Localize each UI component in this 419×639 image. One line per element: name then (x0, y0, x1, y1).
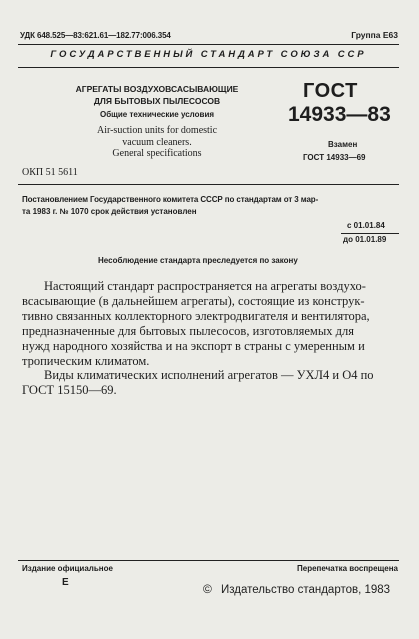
body-p1-line2: всасывающие (в дальнейшем агрегаты), состоящие из конструк- (22, 294, 365, 308)
standard-banner: ГОСУДАРСТВЕННЫЙ СТАНДАРТ СОЮЗА ССР (50, 49, 367, 60)
decree-line2: та 1983 г. № 1070 срок действия установлен (22, 207, 197, 216)
title-ru-line1: АГРЕГАТЫ ВОЗДУХОВСАСЫВАЮЩИЕ (75, 84, 239, 94)
title-en-line3: General specifications (112, 148, 202, 159)
copyright-icon: © (203, 582, 212, 596)
body-p1-line5: нужд народного хозяйства и на экспорт в страны с умеренным и (22, 339, 365, 353)
okp-code: ОКП 51 5611 (22, 167, 78, 178)
replaces-label: Взамен (328, 140, 358, 149)
legal-warning: Несоблюдение стандарта преследуется по закону (98, 256, 298, 265)
validity-to: до 01.01.89 (343, 235, 387, 244)
validity-from: с 01.01.84 (347, 221, 385, 230)
validity-rule (341, 233, 399, 234)
title-en-line1: Air-suction units for domestic (96, 125, 218, 136)
header-rule-top (18, 44, 399, 45)
body-p1-line1: Настоящий стандарт распространяется на агрегаты воздухо- (44, 279, 366, 293)
replaces-value: ГОСТ 14933—69 (303, 153, 366, 162)
group-code: Группа Е63 (351, 30, 398, 40)
body-p2-line1: Виды климатических исполнений агрегатов — УХЛ4 и О4 по (44, 368, 374, 382)
body-p1-line4: предназначенные для бытовых пылесосов, изготовляемых для (22, 324, 354, 338)
gost-number: 14933—83 (288, 103, 391, 126)
header-rule-bottom (18, 67, 399, 68)
copyright-text: Издательство стандартов, 1983 (221, 584, 391, 596)
okp-rule (18, 184, 399, 185)
body-p2-line2: ГОСТ 15150—69. (22, 383, 117, 397)
official-edition: Издание официальное (22, 564, 113, 573)
edition-letter: Е (62, 577, 69, 588)
title-en-line2: vacuum cleaners. (122, 137, 192, 148)
title-ru-line2: ДЛЯ БЫТОВЫХ ПЫЛЕСОСОВ (93, 96, 221, 106)
decree-line1: Постановлением Государственного комитета СССР по стандартам от 3 мар- (22, 195, 319, 204)
title-ru-subtitle: Общие технические условия (99, 110, 215, 119)
udk-code: УДК 648.525—83:621.61—182.77:006.354 (20, 31, 171, 40)
reprint-notice: Перепечатка воспрещена (297, 564, 398, 573)
gost-label: ГОСТ (303, 80, 358, 102)
body-p1-line6: тропическим климатом. (22, 354, 150, 368)
body-p1-line3: тивно связанных коллекторного электродвигателя и вентилятора, (22, 309, 370, 323)
footer-rule (18, 560, 399, 561)
